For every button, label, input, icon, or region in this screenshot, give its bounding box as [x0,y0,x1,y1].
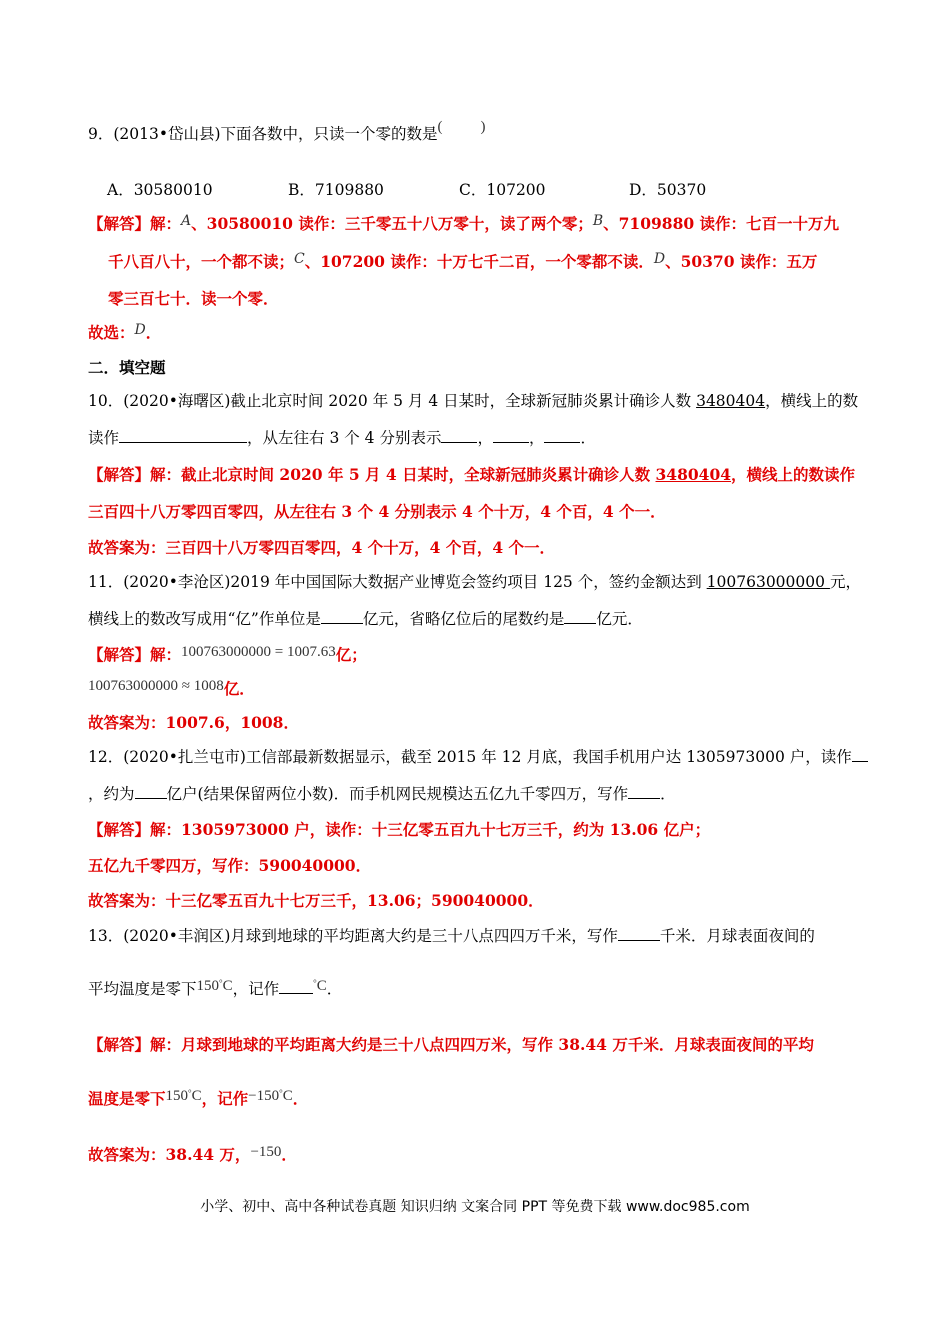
q13-answer-line2 [88,1088,308,1112]
q10-underlined-number: 3480404 [696,392,766,410]
answer-tag: 【解答】 [88,1035,151,1054]
q11-line2 [88,608,643,630]
choice-prefix: 故选： [88,323,135,342]
celsius-unit: C [316,978,327,994]
answer-tag: 【解答】 [88,820,151,839]
q11-math-equation: 100763000000 = 1007.63 [181,644,336,660]
math-letter-a: A [181,213,192,229]
q13-temperature: 150 [165,1088,189,1104]
q10-line2-a: 读作 [88,429,120,447]
q13-stem [88,925,815,947]
q13-ans2-a: 温度是零下 [88,1089,166,1108]
q11-unit: 亿． [223,679,255,698]
q9-ans-b: 、7109880 读作：七百一十万九 [603,214,840,233]
q9-stem [88,119,486,146]
q11-line2-b: 亿元，省略亿位后的尾数约是 [362,610,565,628]
period: ． [292,1089,309,1108]
period: ． [326,980,343,998]
answer-blank[interactable] [618,925,660,941]
q12-line2-a: ，约为 [88,785,135,803]
q12-stem-text: 12．(2020•扎兰屯市)工信部最新数据显示，截至 2015 年 12 月底，我国手机用户达 1305973000 户，读作 [88,748,852,766]
answer-tag: 【解答】 [88,214,151,233]
q9-ans-line2: 千八百八十，一个都不读； [108,252,295,271]
math-letter-d: D [653,251,666,267]
math-letter-d: D [134,322,146,338]
q9-answer-line1 [88,213,839,236]
q9-option-d: D．50370 [629,181,707,199]
q9-option-a: A．30580010 [107,181,213,199]
q10-answer-line1 [88,464,855,486]
answer-prefix: 解： [150,214,182,233]
q11-stem-b: 元， [829,573,861,591]
answer-blank[interactable] [441,427,477,443]
answer-tag: 【解答】 [88,465,151,484]
answer-blank[interactable] [852,746,868,762]
q12-answer-line1 [88,819,710,841]
q11-unit: 亿； [335,645,367,664]
q13-line2-a: 平均温度是零下 [88,980,197,998]
q12-line2 [88,783,676,805]
q10-final: 故答案为：三百四十八万零四百零四，4 个十万，4 个百，4 个一． [88,538,556,557]
q9-option-b: B．7109880 [288,181,384,199]
q12-answer-line2: 五亿九千零四万，写作：590040000． [88,856,372,875]
celsius-unit: C [282,1088,293,1104]
q9-paren-close: ) [480,119,486,135]
q10-stem-b: ，横线上的数 [765,392,859,410]
q11-line2-a: 横线上的数改写成用“亿”作单位是 [88,610,321,628]
answer-blank[interactable] [135,783,167,799]
q9-ans-d: 、50370 读作：五万 [665,252,818,271]
period: ． [660,785,676,803]
q13-stem-a: 13．(2020•丰润区)月球到地球的平均距离大约是三十八点四四万千米，写作 [88,927,618,945]
q13-ans2-b: ，记作 [201,1089,249,1108]
q13-line2-b: ，记作 [232,980,280,998]
answer-blank[interactable] [119,427,247,443]
q9-choice [88,322,161,345]
answer-blank[interactable] [628,783,660,799]
q9-option-c: C．107200 [459,181,546,199]
math-letter-c: C [294,251,305,267]
q9-stem-text: 9．(2013•岱山县)下面各数中，只读一个零的数是 [88,125,438,143]
q10-stem-a: 10．(2020•海曙区)截止北京时间 2020 年 5 月 4 日某时，全球新冠肺炎累计确诊人数 [88,392,697,410]
q10-ans-underlined-number: 3480404 [655,465,732,484]
q11-underlined-number: 100763000000 [706,573,830,591]
degree-symbol: ° [188,1088,192,1098]
q11-stem [88,571,861,593]
q10-answer-line2: 三百四十八万零四百零四，从左往右 3 个 4 分别表示 4 个十万，4 个百，4 个一． [88,502,666,521]
q11-final: 故答案为：1007.6，1008． [88,713,299,732]
q10-ans1-a: 解：截止北京时间 2020 年 5 月 4 日某时，全球新冠肺炎累计确诊人数 [150,465,656,484]
answer-prefix: 解： [150,645,182,664]
q11-answer-line2 [88,678,255,701]
page-footer: 小学、初中、高中各种试卷真题 知识归纳 文案合同 PPT 等免费下载 www.doc985.com [200,1199,750,1215]
separator: ， [477,429,493,447]
degree-symbol: ° [279,1088,283,1098]
q12-final: 故答案为：十三亿零五百九十七万三千，13.06；590040000． [88,891,544,910]
answer-blank[interactable] [321,608,363,624]
q10-line2-b: ，从左往右 3 个 4 分别表示 [247,429,442,447]
q12-line2-b: 亿户(结果保留两位小数)．而手机网民规模达五亿九千零四万，写作 [166,785,629,803]
q12-stem [88,746,868,768]
q11-answer-line1 [88,644,367,667]
answer-blank[interactable] [493,427,529,443]
q13-line2 [88,978,342,1002]
q11-math-approx: 100763000000 ≈ 1008 [88,678,224,694]
q9-paren-open: ( [437,119,443,135]
q12-ans1: 解：1305973000 户，读作：十三亿零五百九十七万三千，约为 13.06 亿户； [150,820,711,839]
math-letter-b: B [592,213,604,229]
q13-temperature: 150 [196,978,220,994]
q11-stem-a: 11．(2020•李沧区)2019 年中国国际大数据产业博览会签约项目 125 个，签约金额达到 [88,573,707,591]
separator: ， [528,429,545,447]
q13-final [88,1144,297,1167]
q13-final-a: 故答案为：38.44 万， [88,1145,251,1164]
q9-ans-a: 、30580010 读作：三千零五十八万零十，读了两个零； [191,214,593,233]
q13-stem-b: 千米．月球表面夜间的 [659,927,815,945]
q10-line2 [88,427,596,449]
q13-ans1: 解：月球到地球的平均距离大约是三十八点四四万米，写作 38.44 万千米．月球表面夜间的平均 [150,1035,814,1054]
q13-negative-temperature: −150 [248,1088,280,1104]
period: ． [281,1145,297,1164]
q11-line2-c: 亿元． [596,610,643,628]
q13-answer-line1 [88,1034,814,1056]
q10-ans1-b: ，横线上的数读作 [731,465,856,484]
answer-blank[interactable] [279,978,313,994]
q13-final-math: −150 [250,1144,282,1160]
period: ． [580,429,596,447]
celsius-unit: C [222,978,233,994]
q9-answer-line2 [108,251,817,274]
celsius-unit: C [191,1088,202,1104]
q9-answer-line3: 零三百七十．读一个零． [108,289,279,308]
q9-ans-c: 、107200 读作：十万七千二百，一个零都不读． [304,252,654,271]
q10-stem [88,390,858,412]
answer-tag: 【解答】 [88,645,151,664]
degree-symbol: ° [219,978,223,988]
answer-blank[interactable] [564,608,596,624]
degree-symbol: ° [313,978,317,988]
answer-blank[interactable] [544,427,580,443]
section-heading: 二．填空题 [88,358,166,377]
choice-suffix: ． [145,323,162,342]
